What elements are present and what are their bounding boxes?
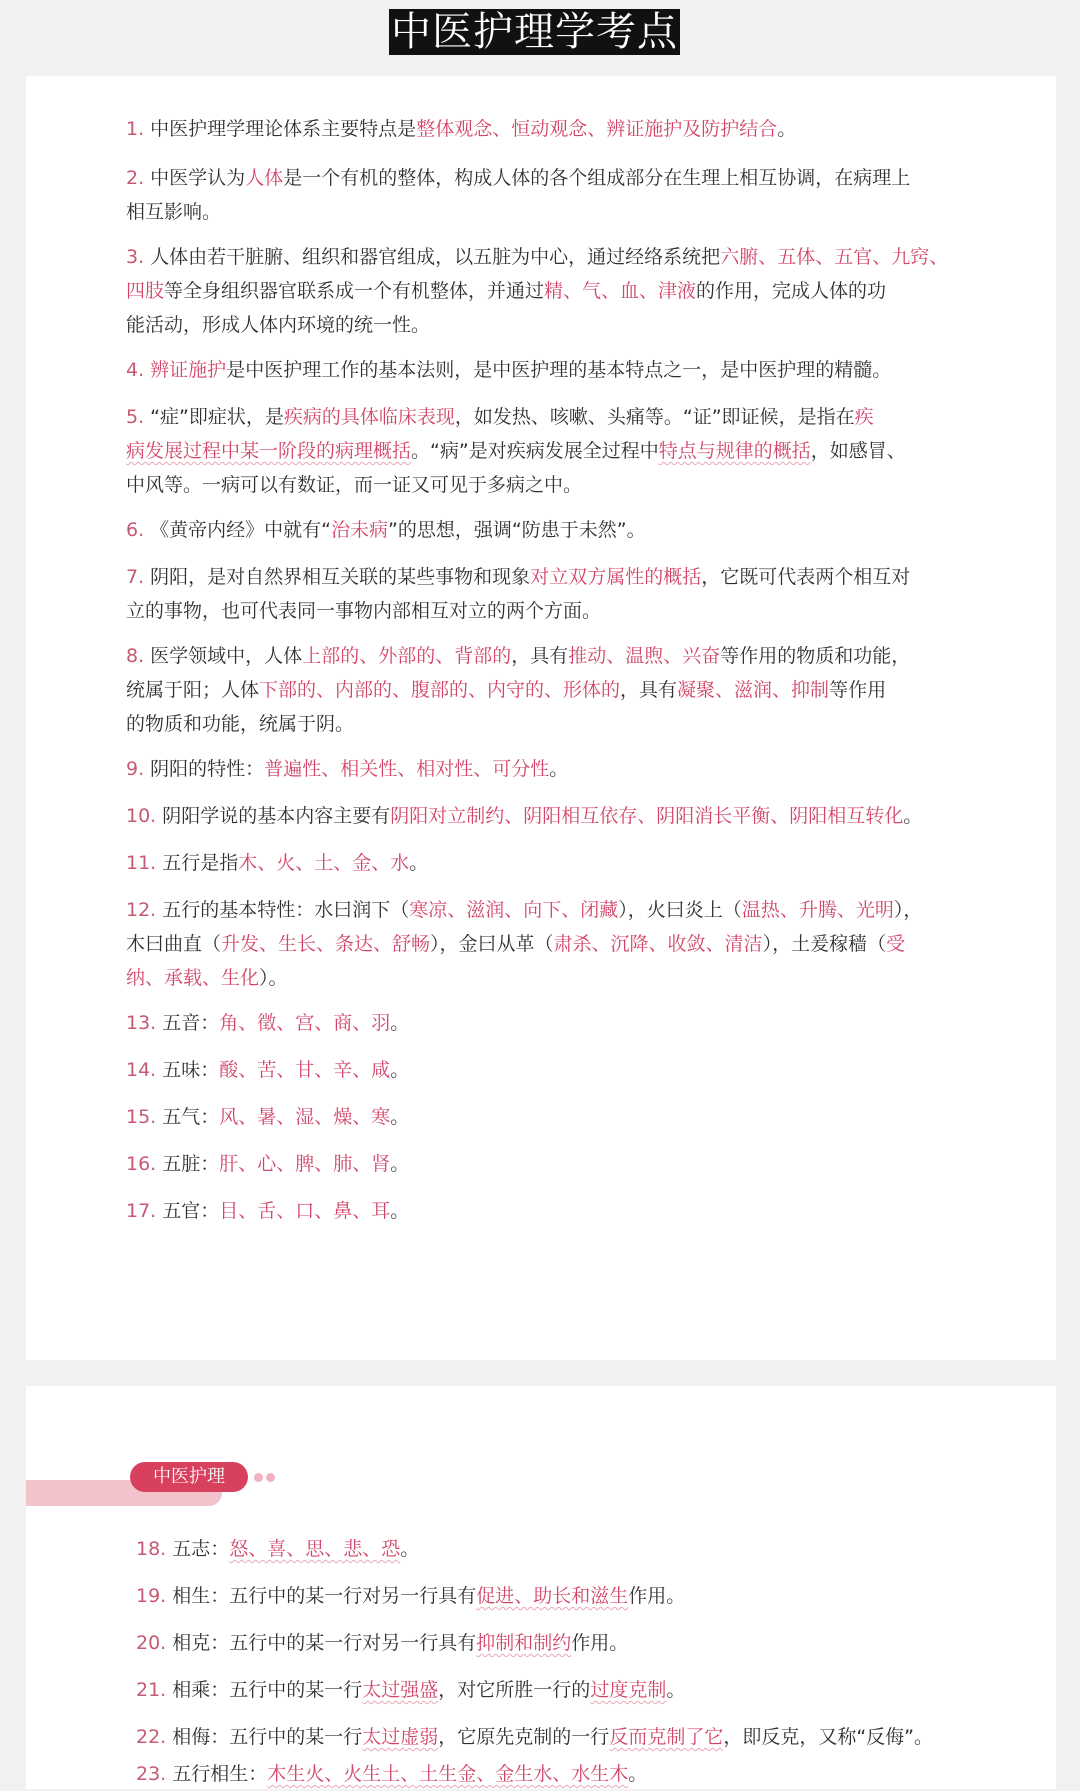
item-text: 五官： (162, 1200, 220, 1222)
highlight-text: 精、气、血、津液 (544, 280, 697, 302)
highlight-text: 肃杀、沉降、收敛、清洁 (553, 933, 763, 955)
item-text: 《黄帝内经》中就有“ (150, 519, 332, 541)
item-text: 能活动，形成人体内环境的统一性。 (126, 314, 431, 336)
highlight-text: 整体观念、恒动观念、辨证施护及防护结合 (416, 118, 778, 140)
item-number: 10. (126, 805, 163, 827)
item-text: 五志： (172, 1538, 230, 1560)
highlight-text: 肝、心、脾、肺、肾 (219, 1153, 391, 1175)
point-item (126, 560, 910, 628)
item-text: 作用。 (628, 1585, 686, 1607)
item-text: ）。 (259, 967, 288, 989)
highlight-text: 过度克制 (590, 1679, 667, 1701)
item-text: 。 (409, 852, 429, 874)
item-number: 3. (126, 246, 151, 268)
point-item (136, 1720, 933, 1754)
point-item (136, 1757, 647, 1791)
point-item (126, 112, 796, 146)
highlight-text: 怒、喜、思、悲、恐 (229, 1538, 401, 1560)
item-number: 9. (126, 758, 151, 780)
item-text: 五音： (162, 1012, 220, 1034)
item-text: ”的思想，强调“防患于未然”。 (388, 519, 646, 541)
item-text: 。 (400, 1538, 420, 1560)
item-text: 五气： (162, 1106, 220, 1128)
item-number: 7. (126, 566, 151, 588)
highlight-text: 受 (886, 933, 906, 955)
section-header (26, 1448, 326, 1518)
item-number: 15. (126, 1106, 163, 1128)
highlight-text: 上部的、外部的、背部的 (302, 645, 512, 667)
highlight-text: 酸、苦、甘、辛、咸 (219, 1059, 391, 1081)
highlight-text: 角、徵、宫、商、羽 (219, 1012, 391, 1034)
highlight-text: 疾 (854, 406, 874, 428)
point-item (136, 1532, 419, 1566)
item-text: ，对它所胜一行的 (438, 1679, 591, 1701)
item-text: 相互影响。 (126, 201, 222, 223)
item-text: 。 (777, 118, 797, 140)
highlight-text: 病发展过程中某一阶段的病理概括 (126, 440, 412, 462)
point-item (136, 1626, 628, 1660)
item-text: ），火曰炎上（ (618, 899, 742, 921)
section-tag: 中医护理 (130, 1462, 248, 1492)
highlight-text: 木生火、火生土、土生金、金生水、水生木 (267, 1763, 629, 1785)
item-number: 11. (126, 852, 163, 874)
highlight-text: 升发、生长、条达、舒畅 (221, 933, 431, 955)
point-item (126, 1194, 409, 1228)
point-item (126, 893, 922, 995)
item-number: 2. (126, 167, 151, 189)
page-title: 中医护理学考点 (391, 9, 678, 55)
item-text: 的作用，完成人体的功 (696, 280, 887, 302)
highlight-text: 风、暑、湿、燥、寒 (219, 1106, 391, 1128)
item-text: 作用。 (571, 1632, 629, 1654)
item-text: 。 (390, 1200, 410, 1222)
point-item (126, 1053, 409, 1087)
item-number: 20. (136, 1632, 173, 1654)
point-item (136, 1673, 685, 1707)
item-number: 4. (126, 359, 151, 381)
point-item (126, 240, 948, 342)
item-text: ，具有 (511, 645, 569, 667)
point-item (126, 846, 428, 880)
item-text: 相乘：五行中的某一行 (172, 1679, 363, 1701)
item-number: 13. (126, 1012, 163, 1034)
highlight-text: 太过虚弱 (362, 1726, 439, 1748)
highlight-text: 治未病 (331, 519, 389, 541)
item-text: 阴阳，是对自然界相互关联的某些事物和现象 (150, 566, 531, 588)
item-text: 。 (903, 805, 923, 827)
item-number: 8. (126, 645, 151, 667)
point-item (126, 1100, 409, 1134)
item-text: 相侮：五行中的某一行 (172, 1726, 363, 1748)
item-text: 人体由若干脏腑、组织和器官组成，以五脏为中心，通过经络系统把 (150, 246, 721, 268)
item-number: 18. (136, 1538, 173, 1560)
item-text: 五脏： (162, 1153, 220, 1175)
item-number: 5. (126, 406, 151, 428)
item-number: 19. (136, 1585, 173, 1607)
highlight-text: 太过强盛 (362, 1679, 439, 1701)
item-text: 。 (390, 1059, 410, 1081)
item-text: 中风等。一病可以有数证，而一证又可见于多病之中。 (126, 474, 583, 496)
item-text: 等全身组织器官联系成一个有机整体，并通过 (164, 280, 545, 302)
point-item (126, 639, 910, 741)
point-item (126, 161, 910, 229)
item-text: 。 (549, 758, 569, 780)
item-text: ，如感冒、 (810, 440, 906, 462)
item-text: 。 (390, 1106, 410, 1128)
item-text: 等作用 (829, 679, 887, 701)
highlight-text: 凝聚、滋润、抑制 (677, 679, 830, 701)
item-text: ，如发热、咳嗽、头痛等。“证”即证候，是指在 (454, 406, 855, 428)
item-text: 是一个有机的整体，构成人体的各个组成部分在生理上相互协调，在病理上 (283, 167, 911, 189)
highlight-text: 推动、温煦、兴奋 (568, 645, 721, 667)
item-text: 。 (390, 1153, 410, 1175)
item-text: 中医护理学理论体系主要特点是 (150, 118, 417, 140)
point-item (126, 513, 646, 547)
highlight-text: 四肢 (126, 280, 165, 302)
highlight-text: 六腑、五体、五官、九窍、 (720, 246, 949, 268)
item-text: 是中医护理工作的基本法则，是中医护理的基本特点之一，是中医护理的精髓。 (226, 359, 892, 381)
item-text: 木曰曲直（ (126, 933, 222, 955)
point-item (126, 799, 922, 833)
item-text: 相生：五行中的某一行对另一行具有 (172, 1585, 477, 1607)
item-text: 统属于阳；人体 (126, 679, 260, 701)
highlight-text: 目、舌、口、鼻、耳 (219, 1200, 391, 1222)
highlight-text: 辨证施护 (150, 359, 227, 381)
highlight-text: 下部的、内部的、腹部的、内守的、形体的 (259, 679, 621, 701)
decor-dot-icon (254, 1473, 263, 1482)
item-text: 阴阳的特性： (150, 758, 265, 780)
item-text: 的物质和功能，统属于阴。 (126, 713, 355, 735)
item-text: 等作用的物质和功能， (720, 645, 911, 667)
highlight-text: 促进、助长和滋生 (476, 1585, 629, 1607)
item-number: 16. (126, 1153, 163, 1175)
item-text: ，具有 (620, 679, 678, 701)
item-number: 12. (126, 899, 163, 921)
item-text: 。“病”是对疾病发展全过程中 (411, 440, 659, 462)
content-card-2 (26, 1386, 1056, 1789)
item-text: ）， (893, 899, 923, 921)
item-number: 1. (126, 118, 151, 140)
item-number: 14. (126, 1059, 163, 1081)
highlight-text: 反而克制了它 (609, 1726, 724, 1748)
item-text: ），土爰稼穑（ (762, 933, 887, 955)
point-item (136, 1579, 685, 1613)
item-text: “症”即症状，是 (150, 406, 284, 428)
item-text: ，它既可代表两个相互对 (701, 566, 911, 588)
item-text: 。 (666, 1679, 686, 1701)
highlight-text: 木、火、土、金、水 (238, 852, 410, 874)
item-text: 医学领域中，人体 (150, 645, 303, 667)
item-text: 阴阳学说的基本内容主要有 (162, 805, 391, 827)
item-number: 17. (126, 1200, 163, 1222)
item-number: 22. (136, 1726, 173, 1748)
item-text: 相克：五行中的某一行对另一行具有 (172, 1632, 477, 1654)
highlight-text: 纳、承载、生化 (126, 967, 260, 989)
highlight-text: 普遍性、相关性、相对性、可分性 (264, 758, 550, 780)
item-text: ，即反克，又称“反侮”。 (723, 1726, 934, 1748)
highlight-text: 疾病的具体临床表现 (283, 406, 455, 428)
item-text: 五行相生： (172, 1763, 268, 1785)
item-text: 。 (628, 1763, 648, 1785)
highlight-text: 人体 (245, 167, 284, 189)
item-text: 中医学认为 (150, 167, 246, 189)
item-number: 23. (136, 1763, 173, 1785)
point-item (126, 353, 891, 387)
content-card-1 (26, 76, 1056, 1360)
decor-dot-icon (266, 1473, 275, 1482)
highlight-text: 特点与规律的概括 (658, 440, 811, 462)
highlight-text: 对立双方属性的概括 (530, 566, 702, 588)
highlight-text: 温热、升腾、光明 (741, 899, 894, 921)
highlight-text: 阴阳对立制约、阴阳相互依存、阴阳消长平衡、阴阳相互转化 (390, 805, 904, 827)
item-text: 。 (390, 1012, 410, 1034)
item-number: 6. (126, 519, 151, 541)
highlight-text: 寒凉、滋润、向下、闭藏 (409, 899, 619, 921)
highlight-text: 抑制和制约 (476, 1632, 572, 1654)
point-item (126, 752, 568, 786)
item-text: ），金曰从革（ (430, 933, 554, 955)
item-text: 五行的基本特性：水曰润下（ (162, 899, 410, 921)
item-text: 五行是指 (162, 852, 239, 874)
point-item (126, 1006, 409, 1040)
item-number: 21. (136, 1679, 173, 1701)
item-text: ，它原先克制的一行 (438, 1726, 610, 1748)
item-text: 五味： (162, 1059, 220, 1081)
point-item (126, 400, 906, 502)
point-item (126, 1147, 409, 1181)
item-text: 立的事物，也可代表同一事物内部相互对立的两个方面。 (126, 600, 602, 622)
